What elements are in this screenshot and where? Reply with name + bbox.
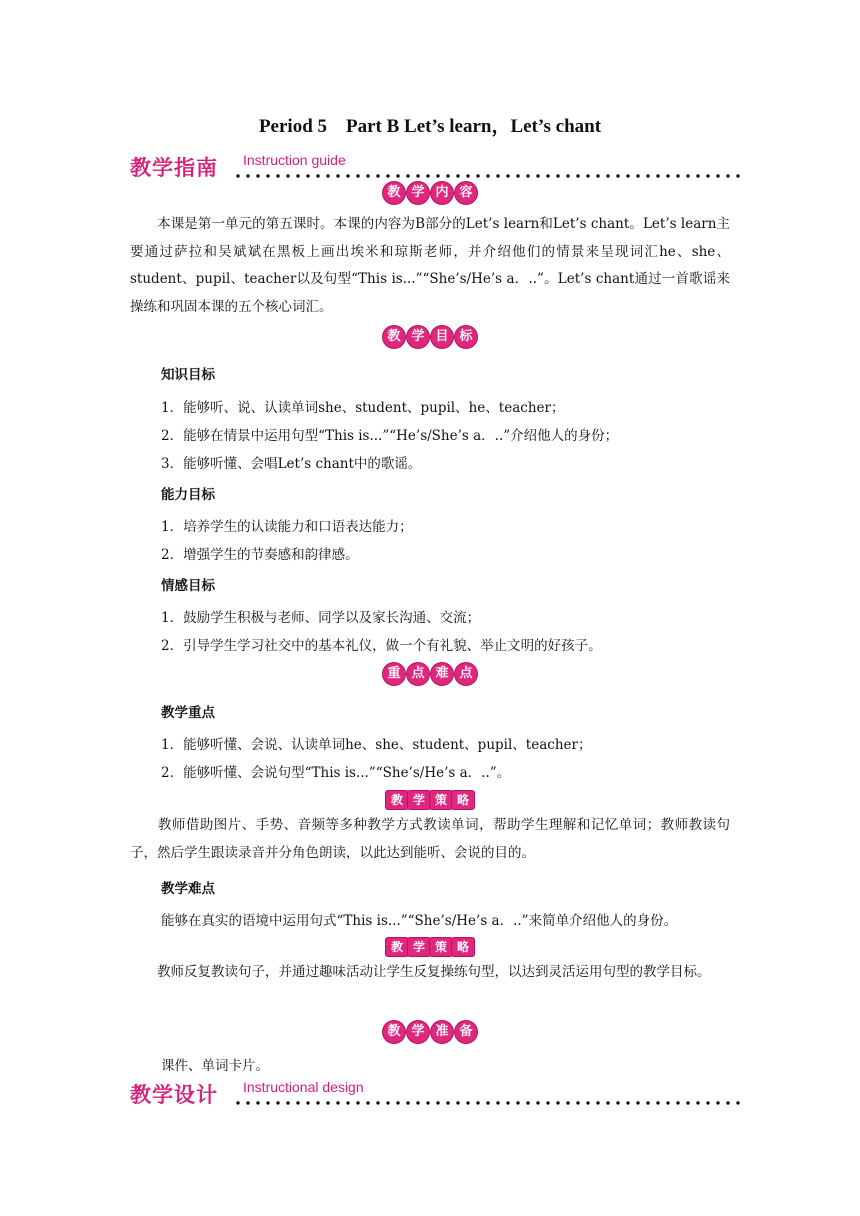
badge-char: 学 [408,938,430,956]
emotion-item: 2．引导学生学习社交中的基本礼仪，做一个有礼貌、举止文明的好孩子。 [161,638,602,654]
emotion-item: 1．鼓励学生积极与老师、同学以及家长沟通、交流； [161,610,481,626]
badge-char: 点 [407,663,429,685]
badge-char: 重 [383,663,405,685]
badge-teaching-goals [0,325,860,348]
knowledge-item: 1．能够听、说、认读单词she、student、pupil、he、teacher； [161,400,565,416]
emotion-title: 情感目标 [161,578,215,594]
difficult-item: 能够在真实的语境中运用句式“This is...”“She’s/He’s a．..”来简单介绍他人的身份。 [161,913,678,929]
badge-strategy [0,936,860,956]
badge-char: 教 [386,938,408,956]
badge-char: 点 [455,663,477,685]
badge-char: 内 [431,182,453,204]
badge-char: 学 [408,791,430,809]
badge-char: 策 [430,791,452,809]
badge-char: 学 [407,1021,429,1043]
badge-char: 教 [383,182,405,204]
strategy-paragraph: 教师反复教读句子，并通过趣味活动让学生反复操练句型，以达到灵活运用句型的教学目标。 [130,964,711,980]
badge-char: 目 [431,326,453,348]
key-item: 1．能够听懂、会说、认读单词he、she、student、pupil、teacher； [161,737,592,753]
badge-char: 教 [383,1021,405,1043]
content-paragraph: 本课是第一单元的第五课时。本课的内容为B部分的Let’s learn和Let’s chant。Let’s learn主要通过萨拉和吴斌斌在黑板上画出埃米和琼斯老师，并介绍他们的情景来呈现词汇he、she、student、pupil、teacher以及句型“This is...”“She’s/He’s a．..”。Let’s chant通过一首歌谣来操练和巩固本课的五个核心词汇。 [130,216,730,315]
knowledge-title: 知识目标 [161,367,215,383]
badge-teaching-content [0,181,860,204]
section-title-zh: 教学设计 [130,1083,218,1107]
badge-char: 难 [431,663,453,685]
section-title-en: Instructional design [243,1079,364,1095]
section-header-design [130,1079,740,1113]
badge-char: 标 [455,326,477,348]
badge-char: 略 [452,791,474,809]
badge-char: 略 [452,938,474,956]
section-title-zh: 教学指南 [130,156,218,180]
badge-char: 容 [455,182,477,204]
strategy-paragraph: 教师借助图片、手势、音频等多种教学方式教读单词，帮助学生理解和记忆单词；教师教读句子，然后学生跟读录音并分角色朗读，以此达到能听、会说的目的。 [130,817,730,861]
badge-teaching-prep [0,1020,860,1043]
badge-char: 教 [386,791,408,809]
ability-title: 能力目标 [161,487,215,503]
key-item: 2．能够听懂、会说句型“This is...”“She’s/He’s a．..”。 [161,765,511,781]
knowledge-item: 3．能够听懂、会唱Let’s chant中的歌谣。 [161,456,422,472]
key-title: 教学重点 [161,705,215,721]
dotted-rule [233,173,740,179]
section-title-en: Instruction guide [243,152,346,168]
badge-strategy [0,789,860,809]
ability-item: 1．培养学生的认读能力和口语表达能力； [161,519,413,535]
badge-char: 备 [455,1021,477,1043]
badge-char: 学 [407,326,429,348]
ability-item: 2．增强学生的节奏感和韵律感。 [161,547,359,563]
knowledge-item: 2．能够在情景中运用句型“This is...”“He’s/She’s a．..”介绍他人的身份； [161,428,619,444]
difficult-title: 教学难点 [161,881,215,897]
page-title: Period 5 Part B Let’s learn，Let’s chant [258,116,602,137]
badge-char: 学 [407,182,429,204]
dotted-rule [233,1100,740,1106]
badge-key-points [0,662,860,685]
prep-text: 课件、单词卡片。 [161,1058,269,1074]
badge-char: 教 [383,326,405,348]
badge-char: 准 [431,1021,453,1043]
badge-char: 策 [430,938,452,956]
